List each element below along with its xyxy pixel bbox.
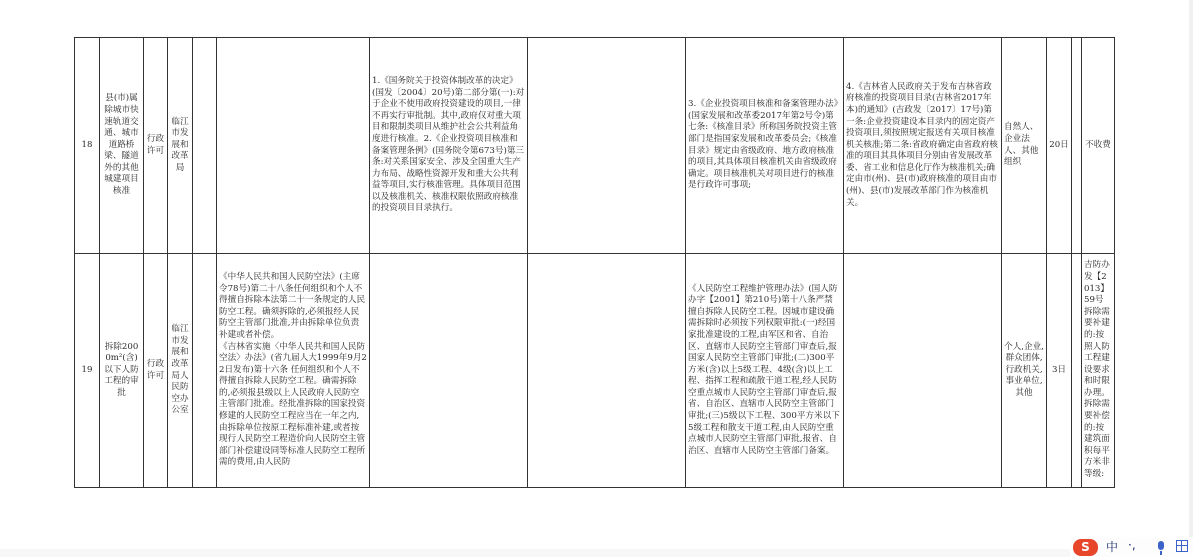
subject-cell: 自然人、企业法人、其他组织 bbox=[1002, 38, 1047, 254]
legal-basis-2-cell: 1.《国务院关于投资体制改革的决定》(国发〔2004〕20号)第二部分第(一):对于企业不使用政府投资建设的项目,一律不再实行审批制。其中,政府仅对重大项目和限制类项目从维护社会公共利益角度进行核准。2.《企业投资项目核准和备案管理条例》(国务院令第673号)第三条:对关系国家安全、涉及全国重大生产力布局、战略性资源开发和重大公共利益等项目,实行核准管理。具体项目范围以及核准机关、核准权限依照政府核准的投资项目目录执行。 bbox=[370, 38, 528, 254]
category-cell: 行政许可 bbox=[144, 254, 168, 488]
category-cell: 行政许可 bbox=[144, 38, 168, 254]
blank-cell bbox=[193, 38, 217, 254]
sogou-logo-icon[interactable]: S bbox=[1073, 539, 1098, 556]
item-name-cell: 拆除2000m²(含)以下人防工程的审批 bbox=[100, 254, 144, 488]
legal-basis-1-cell bbox=[217, 38, 370, 254]
legal-basis-1-cell: 《中华人民共和国人民防空法》(主席令78号)第二十八条任何组织和个人不得擅自拆除本法第二十一条规定的人民防空工程。确须拆除的,必须报经人民防空主管部门批准,并由拆除单位负责补建或者补偿。 《吉林省实施〈中华人民共和国人民防空法〉办法》(省九届人大1999年9月22日发布)第十六条 任何组织和个人不得擅自拆除人民防空工程。确需拆除的,必须报县级以上人民政府人民防空主管部门批准。经批准拆除的国家投资修建的人民防空工程应当在一年之内,由拆除单位按原工程标准补建,或者按现行人民防空工程造价向人民防空主管部门补偿建设同等标准人民防空工程所需的费用,由人民防 bbox=[217, 254, 370, 488]
ime-toolbar[interactable] bbox=[1070, 537, 1193, 557]
legal-basis-4-cell: 3.《企业投资项目核准和备案管理办法》(国家发展和改革委2017年第2号令)第七条:《核准目录》所称国务院投资主管部门是指国家发展和改革委员会;《核准目录》规定由省级政府、地方政府核准的项目,其具体项目核准机关由省级政府确定。项目核准机关对项目进行的核准是行政许可事项; bbox=[686, 38, 844, 254]
table-row bbox=[75, 254, 1115, 488]
time-limit-cell: 20日 bbox=[1047, 38, 1072, 254]
department-cell: 临江市发展和改革局 bbox=[168, 38, 193, 254]
row-number: 19 bbox=[75, 254, 100, 488]
legal-basis-3-cell bbox=[528, 254, 686, 488]
microphone-icon[interactable] bbox=[1158, 541, 1164, 550]
ime-language-toggle[interactable]: 中 bbox=[1106, 540, 1119, 554]
fee-cell: 吉防办发【2013】59号拆除需要补建的:按照人防工程建设要求和时限办理。拆除需要补偿的:按建筑面积每平方米非等级: bbox=[1082, 254, 1115, 488]
legal-basis-5-cell: 4.《吉林省人民政府关于发布吉林省政府核准的投资项目目录(吉林省2017年本)的通知》(吉政发〔2017〕17号)第一条:企业投资建设本目录内的固定资产投资项目,须按照规定报送有关项目核准机关核准;第二条:省政府确定由省政府核准的项目其具体项目分别由省发展改革委、省工业和信息化厅作为核准机关;确定由市(州)、县(市)政府核准的项目由市(州)、县(市)发展改革部门作为核准机关。 bbox=[844, 38, 1002, 254]
fee-cell: 不收费 bbox=[1082, 38, 1115, 254]
legal-basis-3-cell bbox=[528, 38, 686, 254]
toolbox-grid-icon[interactable] bbox=[1176, 540, 1188, 552]
legal-basis-2-cell bbox=[370, 254, 528, 488]
horizontal-scrollbar[interactable] bbox=[0, 549, 1193, 557]
item-name-cell: 县(市)属除城市快速轨道交通、城市道路桥梁、隧道外的其他城建项目核准 bbox=[100, 38, 144, 254]
legal-basis-4-cell: 《人民防空工程维护管理办法》(国人防办字【2001】第210号)第十八条严禁擅自拆除人民防空工程。因城市建设确需拆除时必须按下列权限审批:(一)经国家批准建设的工程,由军区和省、自治区、直辖市人民防空主管部门审查后,报国家人民防空主管部门审批;(二)300平方米(含)以上5级工程、4级(含)以上工程、指挥工程和疏散干道工程,经人民防空重点城市人民防空主管部门审查后,报省、自治区、直辖市人民防空主管部门审批;(三)5级以下工程、300平方米以下5级工程和散支干道工程,由人民防空重点城市人民防空主管部门审批,报省、自治区、直辖市人民防空主管部门备案。 bbox=[686, 254, 844, 488]
vertical-scrollbar[interactable] bbox=[1189, 0, 1193, 557]
subject-cell: 个人,企业,群众团体,行政机关,事业单位,其他 bbox=[1002, 254, 1047, 488]
table-row bbox=[75, 38, 1115, 254]
legal-basis-5-cell bbox=[844, 254, 1002, 488]
blank-cell bbox=[1072, 38, 1082, 254]
permit-table bbox=[74, 37, 1115, 488]
department-cell: 临江市发展和改革局人民防空办公室 bbox=[168, 254, 193, 488]
time-limit-cell: 3日 bbox=[1047, 254, 1072, 488]
ime-punctuation-toggle[interactable]: ·, bbox=[1128, 538, 1136, 552]
blank-cell bbox=[1072, 254, 1082, 488]
row-number: 18 bbox=[75, 38, 100, 254]
blank-cell bbox=[193, 254, 217, 488]
